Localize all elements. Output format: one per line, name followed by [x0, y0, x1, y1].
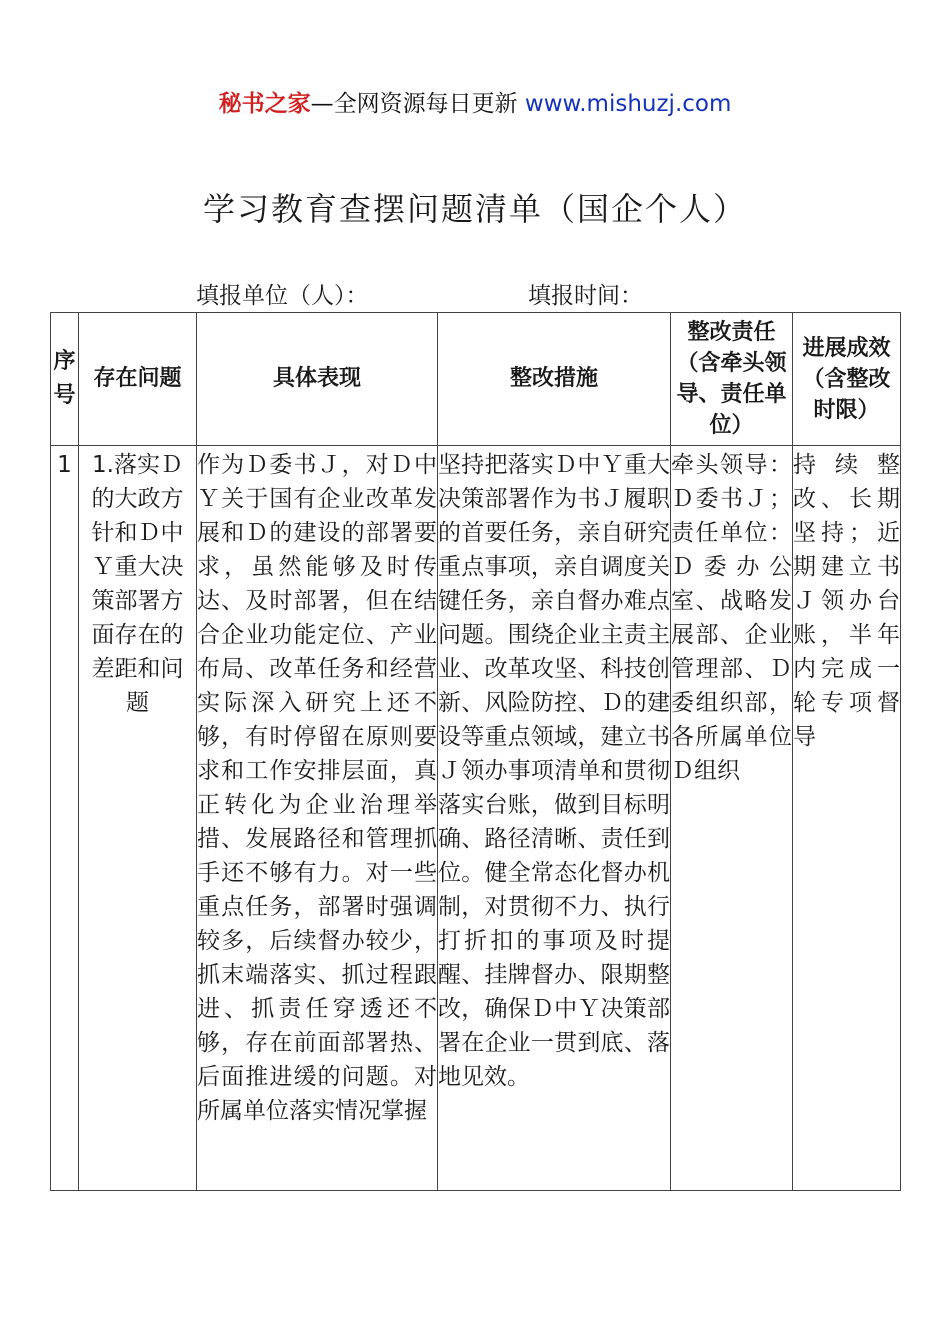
document-title: 学习教育查摆问题清单（国企个人） — [202, 190, 747, 228]
cell-measures: 坚持把落实Ｄ中Ｙ重大决策部署作为书Ｊ履职的首要任务，亲自研究重点事项，亲自调度关键任务，亲自督办难点问题。围绕企业主责主业、改革攻坚、科技创新、风险防控、Ｄ的建设等重点领域，建立书Ｊ领办事项清单和贯彻落实台账，做到目标明确、路径清晰、责任到位。健全常态化督办机制，对贯彻不力、执行打折扣的事项及时提醒、挂牌督办、限期整改，确保Ｄ中Ｙ决策部署在企业一贯到底、落地见效。 — [438, 446, 671, 1191]
unit-label: 填报单位（人）： — [196, 283, 369, 309]
site-brand: 秘书之家 — [218, 91, 311, 117]
site-slogan: —全网资源每日更新 — [310, 91, 525, 117]
cell-responsibility: 牵头领导：Ｄ委书Ｊ；责任单位：Ｄ委办公室、战略发展部、企业管理部、Ｄ委组织部，各所属单位Ｄ组织 — [671, 446, 793, 1191]
cell-no: 1 — [51, 446, 79, 1191]
cell-issue: 1.落实Ｄ的大政方针和Ｄ中Ｙ重大决策部署方面存在的差距和问题 — [79, 446, 197, 1191]
header-manifestation: 具体表现 — [197, 313, 438, 446]
header-measures: 整改措施 — [438, 313, 671, 446]
header-progress: 进展成效（含整改时限） — [793, 313, 901, 446]
cell-manifestation: 作为Ｄ委书Ｊ，对Ｄ中Ｙ关于国有企业改革发展和Ｄ的建设的部署要求，虽然能够及时传达、及时部署，但在结合企业功能定位、产业布局、改革任务和经营实际深入研究上还不够，有时停留在原则要求和工作安排层面，真正转化为企业治理举措、发展路径和管理抓手还不够有力。对一些重点任务，部署时强调较多，后续督办较少，抓末端落实、抓过程跟进、抓责任穿透还不够，存在前面部署热、后面推进缓的问题。对所属单位落实情况掌握 — [197, 446, 438, 1191]
header-no: 序号 — [51, 313, 79, 446]
cell-progress: 持续整改、长期坚持；近期建立书Ｊ领办台账，半年内完成一轮专项督导 — [793, 446, 901, 1191]
site-url-link[interactable]: www.mishuzj.com — [524, 91, 732, 117]
site-header — [0, 86, 950, 122]
table-header-row — [51, 313, 901, 446]
header-issue: 存在问题 — [79, 313, 197, 446]
time-label: 填报时间： — [528, 283, 643, 309]
header-responsibility: 整改责任（含牵头领导、责任单位） — [671, 313, 793, 446]
issue-table — [50, 312, 901, 1191]
table-row — [51, 446, 901, 1191]
